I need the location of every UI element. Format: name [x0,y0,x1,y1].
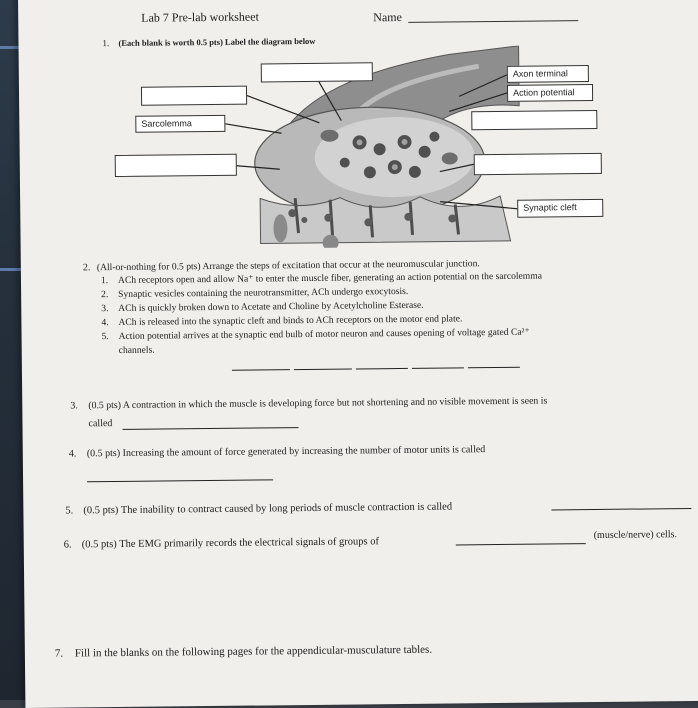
q7-text: Fill in the blanks on the following pages for the appendicular-musculature tables. [74,643,433,660]
q6-number: 6. [63,539,72,551]
q5-text: (0.5 pts) The inability to contract caused by long periods of muscle contraction is called [83,501,453,517]
q4-answer-blank[interactable] [87,479,273,482]
q2-answer-blank[interactable] [294,369,352,371]
q2-answer-blank[interactable] [356,368,408,370]
q2-answer-blank[interactable] [232,369,290,371]
q5-number: 5. [65,505,74,517]
name-label: Name [373,9,402,25]
label-axon-terminal: Axon terminal [507,65,589,83]
q2-step-number: 2. [101,289,109,301]
q3-answer-blank[interactable] [123,427,299,430]
q3-number: 3. [70,400,78,412]
q2-step-text: ACh is released into the synaptic cleft and binds to ACh receptors on the motor end plate. [118,313,463,328]
q2-answer-blank[interactable] [412,367,464,369]
q2-step-text: Synaptic vesicles containing the neurotransmitter, ACh undergo exocytosis. [118,285,409,300]
q1-number: 1. [102,38,110,49]
label-action-potential: Action potential [507,84,593,102]
q2-step-number: 4. [101,317,109,329]
q4-number: 4. [68,448,77,460]
q2-step-text: Action potential arrives at the synaptic end bulb of motor neuron and causes opening of voltage gated Ca²⁺ [118,326,530,342]
q2-step-number: 5. [101,331,109,343]
q6-suffix: (muscle/nerve) cells. [593,529,678,542]
q2-step-number: 3. [101,303,109,315]
q1-text: (Each blank is worth 0.5 pts) Label the diagram below [118,35,316,48]
q5-answer-blank[interactable] [551,508,691,510]
q2-step-text: ACh is quickly broken down to Acetate and Choline by Acetylcholine Esterase. [118,299,424,314]
q6-answer-blank[interactable] [456,543,586,545]
q2-answer-blank[interactable] [468,367,520,369]
label-synaptic-cleft: Synaptic cleft [517,199,603,218]
worksheet-title: Lab 7 Pre-lab worksheet [141,9,259,25]
q7-number: 7. [54,647,64,660]
q3-text-continued: called [88,418,113,430]
q3-text: (0.5 pts) A contraction in which the muscle is developing force but not shortening and no visible movement is seen is [88,395,548,412]
q2-step-number: 1. [100,275,109,287]
diagram-pointers [18,0,698,256]
q4-text: (0.5 pts) Increasing the amount of force generated by increasing the number of motor units is called [86,444,486,460]
q6-text: (0.5 pts) The EMG primarily records the electrical signals of groups of [81,536,380,551]
label-sarcolemma: Sarcolemma [135,115,225,133]
worksheet-page [18,0,698,708]
q2-step-text: channels. [118,344,155,356]
q2-step-text: ACh receptors open and allow Na⁺ to enter the muscle fiber, generating an action potential on the sarcolemma [117,270,543,286]
q2-text: (All-or-nothing for 0.5 pts) Arrange the steps of excitation that occur at the neuromuscular junction. [96,258,480,274]
q2-number: 2. [82,262,91,274]
